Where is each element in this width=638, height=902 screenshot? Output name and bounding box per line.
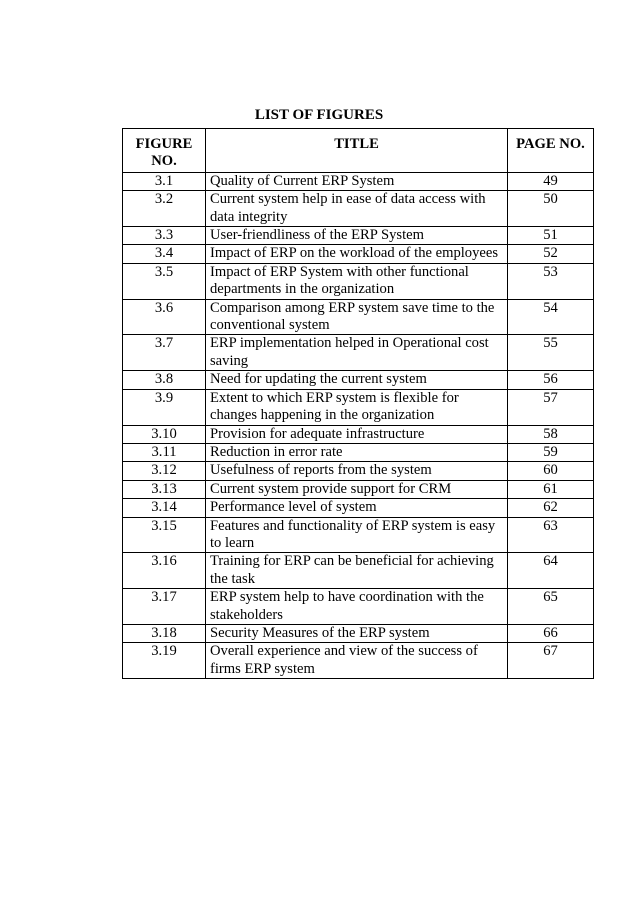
table-row <box>123 499 594 517</box>
figure-number-cell: 3.11 <box>123 443 206 461</box>
figure-title-cell: Usefulness of reports from the system <box>206 462 508 480</box>
figure-title-cell: Provision for adequate infrastructure <box>206 425 508 443</box>
table-row <box>123 480 594 498</box>
page-number-cell: 58 <box>508 425 594 443</box>
figure-number-cell: 3.10 <box>123 425 206 443</box>
page-number-cell: 64 <box>508 553 594 589</box>
page-number-cell: 55 <box>508 335 594 371</box>
figure-number-cell: 3.4 <box>123 245 206 263</box>
page-number-cell: 63 <box>508 517 594 553</box>
table-row <box>123 299 594 335</box>
page-number-cell: 61 <box>508 480 594 498</box>
table-row <box>123 172 594 190</box>
header-title: TITLE <box>206 129 508 173</box>
figure-number-cell: 3.2 <box>123 191 206 227</box>
figure-title-cell: Need for updating the current system <box>206 371 508 389</box>
figure-title-cell: ERP implementation helped in Operational cost saving <box>206 335 508 371</box>
figure-title-cell: Performance level of system <box>206 499 508 517</box>
list-of-figures-table <box>122 128 594 679</box>
figure-title-cell: Comparison among ERP system save time to the conventional system <box>206 299 508 335</box>
table-row <box>123 191 594 227</box>
figure-title-cell: Features and functionality of ERP system is easy to learn <box>206 517 508 553</box>
header-page-no: PAGE NO. <box>508 129 594 173</box>
figure-title-cell: Extent to which ERP system is flexible for changes happening in the organization <box>206 389 508 425</box>
table-header-row <box>123 129 594 173</box>
page-number-cell: 51 <box>508 227 594 245</box>
figure-number-cell: 3.7 <box>123 335 206 371</box>
figure-number-cell: 3.16 <box>123 553 206 589</box>
table-row <box>123 624 594 642</box>
figure-title-cell: Impact of ERP on the workload of the employees <box>206 245 508 263</box>
page-number-cell: 52 <box>508 245 594 263</box>
figure-number-cell: 3.14 <box>123 499 206 517</box>
table-row <box>123 425 594 443</box>
figure-number-cell: 3.3 <box>123 227 206 245</box>
table-row <box>123 517 594 553</box>
page-number-cell: 50 <box>508 191 594 227</box>
page-title: LIST OF FIGURES <box>254 107 384 123</box>
figure-number-cell: 3.9 <box>123 389 206 425</box>
figure-number-cell: 3.17 <box>123 589 206 625</box>
figure-number-cell: 3.19 <box>123 643 206 679</box>
figure-title-cell: Training for ERP can be beneficial for achieving the task <box>206 553 508 589</box>
table-row <box>123 643 594 679</box>
table-row <box>123 443 594 461</box>
page-number-cell: 56 <box>508 371 594 389</box>
figure-number-cell: 3.1 <box>123 172 206 190</box>
page-number-cell: 60 <box>508 462 594 480</box>
page-number-cell: 54 <box>508 299 594 335</box>
figure-number-cell: 3.6 <box>123 299 206 335</box>
figure-number-cell: 3.18 <box>123 624 206 642</box>
page-number-cell: 67 <box>508 643 594 679</box>
page-number-cell: 62 <box>508 499 594 517</box>
figure-number-cell: 3.12 <box>123 462 206 480</box>
figure-title-cell: ERP system help to have coordination with the stakeholders <box>206 589 508 625</box>
table-row <box>123 245 594 263</box>
page-number-cell: 65 <box>508 589 594 625</box>
page-number-cell: 59 <box>508 443 594 461</box>
figure-number-cell: 3.13 <box>123 480 206 498</box>
table-row <box>123 589 594 625</box>
table-row <box>123 389 594 425</box>
figure-number-cell: 3.15 <box>123 517 206 553</box>
page-number-cell: 66 <box>508 624 594 642</box>
page-number-cell: 57 <box>508 389 594 425</box>
figure-number-cell: 3.8 <box>123 371 206 389</box>
figure-title-cell: Current system provide support for CRM <box>206 480 508 498</box>
figure-title-cell: Impact of ERP System with other functional departments in the organization <box>206 263 508 299</box>
table-row <box>123 371 594 389</box>
figure-title-cell: Reduction in error rate <box>206 443 508 461</box>
figure-title-cell: User-friendliness of the ERP System <box>206 227 508 245</box>
page-number-cell: 49 <box>508 172 594 190</box>
figure-title-cell: Quality of Current ERP System <box>206 172 508 190</box>
table-row <box>123 263 594 299</box>
figure-title-cell: Overall experience and view of the success of firms ERP system <box>206 643 508 679</box>
header-figure-no: FIGURE NO. <box>123 129 206 173</box>
table-body <box>123 172 594 678</box>
figure-title-cell: Current system help in ease of data access with data integrity <box>206 191 508 227</box>
table-row <box>123 335 594 371</box>
table-row <box>123 227 594 245</box>
figure-number-cell: 3.5 <box>123 263 206 299</box>
table-row <box>123 553 594 589</box>
table-row <box>123 462 594 480</box>
figure-title-cell: Security Measures of the ERP system <box>206 624 508 642</box>
page-number-cell: 53 <box>508 263 594 299</box>
